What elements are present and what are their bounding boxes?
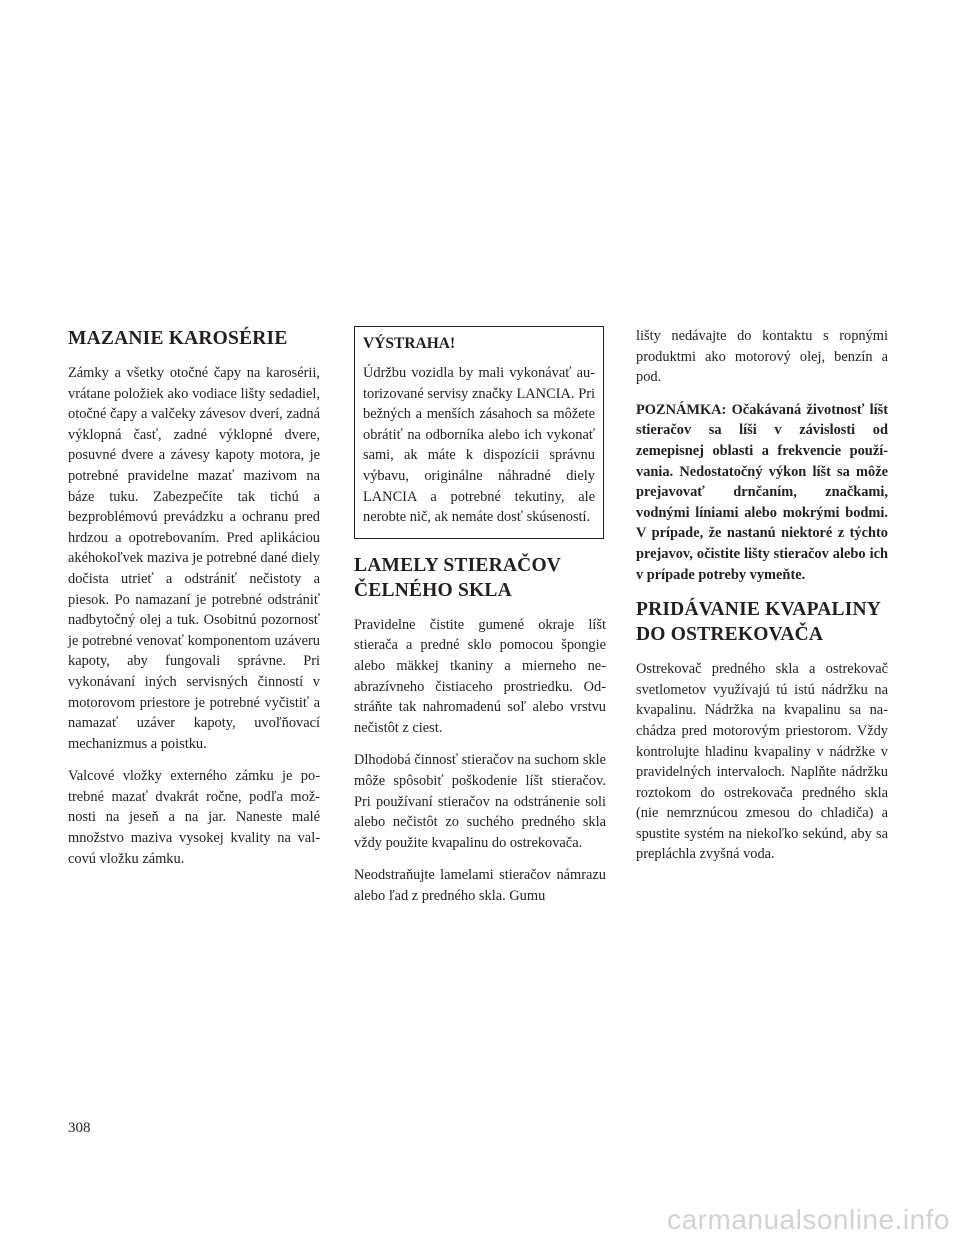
warning-title: VÝSTRAHA! [363,335,456,352]
washer-fluid-paragraph: Ostrekovač predného skla a ostrekovač svetlometov využívajú tú istú nádržku na kvapalinu. Nádržka na kvapalinu sa nachádza pred motorovým priestorom. Vždy kontrolujte hladinu kvapaliny v nádržke v pravidelných intervaloch. Naplňte nádržku roztokom do ostrekovača predného skla (nie nemrznúcou zmesou do chladiča) a spustite systém na niekoľko sekúnd, aby sa prepláchla zvyšná voda. [636,661,888,863]
warning-text: Údržbu vozidla by mali vykonávať autorizované servisy značky LANCIA. Pri bežných a menších zásahoch sa môžete obrátiť na odborníka alebo ich vykonať sami, ak máte k dispozícii správnu výbavu, originálne náhradné diely LANCIA a potrebné tekutiny, ale nerobte nič, ak nemáte dosť skúseností. [363,365,595,526]
body-lubrication-paragraph-2: Valcové vložky externého zámku je potrebné mazať dvakrát ročne, podľa možnosti na jeseň a na jar. Naneste malé množstvo maziva vysokej kvality na valcovú vložku zámku. [68,768,320,867]
warning-box [354,326,604,539]
body-lubrication-paragraph-1: Zámky a všetky otočné čapy na karosérii, vrátane položiek ako vodiace lišty sedadiel, otočné čapy a valčeky závesov dverí, zadná výklopná časť, zadné výklopné dvere, posuvné dvere a závesy kapoty motora, je potrebné pravidelne mazať mazivom na báze tuku. Zabezpečíte tak tichú a bezproblémovú prevádzku a ochranu pred hrdzou a opotrebovaním. Pred aplikáciou akéhokoľvek maziva je potrebné dané diely dočista utrieť a odstrániť nečistoty a piesok. Po namazaní je potrebné odstrániť nadbytočný olej a tuk. Osobitnú pozornosť je potrebné venovať komponentom uzáveru kapoty, aby fungovali správne. Pri vykonávaní iných servisných činností v motorovom priestore je potrebné vyčistiť a namazať uzáver kapoty, uvoľňovací mechanizmus a poistku. [68,365,320,752]
section-heading-body-lubrication: MAZANIE KAROSÉRIE [68,328,288,349]
washer-heading-line-2: DO OSTREKOVAČA [636,624,824,646]
washer-heading-line-1: PRIDÁVANIE KVAPALINY [636,599,882,621]
wiper-paragraph-3: Neodstraňujte lamelami stieračov námrazu alebo ľad z predného skla. Gumu [354,867,606,904]
wiper-paragraph-1: Pravidelne čistite gumené okraje líšt stierača a predné sklo pomocou špongie alebo mäkkej tkaniny a mierneho neabrazívneho čistiaceho prostriedku. Odstráňte tak nahromadenú soľ alebo vrstvu nečistôt z ciest. [354,616,606,736]
section-heading-washer-fluid [636,597,888,647]
wiper-heading-line-2: ČELNÉHO SKLA [354,579,512,601]
wiper-paragraph-continued: lišty nedávajte do kontaktu s ropnými produktmi ako motorový olej, benzín a pod. [636,328,888,386]
section-heading-wiper-blades [354,553,606,603]
wiper-note: POZNÁMKA: Očakávaná životnosť líšt stieračov sa líši v závislosti od zemepisnej oblasti a frekvencie používania. Nedostatočný výkon líšt sa môže prejavovať drnčaním, značkami, vodnými líniami alebo mokrými bodmi. V prípade, že nastanú niektoré z týchto prejavov, očistite lišty stieračov alebo ich v prípade potreby vymeňte. [636,401,888,583]
page-number: 308 [68,1120,91,1136]
wiper-paragraph-2: Dlhodobá činnosť stieračov na suchom skle môže spôsobiť poškodenie líšt stieračov. Pri používaní stieračov na odstránenie soli alebo nečistôt zo suchého predného skla vždy použite kvapalinu do ostrekovača. [354,752,606,851]
column-2 [354,326,606,918]
wiper-heading-line-1: LAMELY STIERAČOV [354,554,562,576]
column-1 [68,326,320,881]
watermark: carmanualsonline.info [667,1204,950,1235]
column-3 [636,326,888,877]
